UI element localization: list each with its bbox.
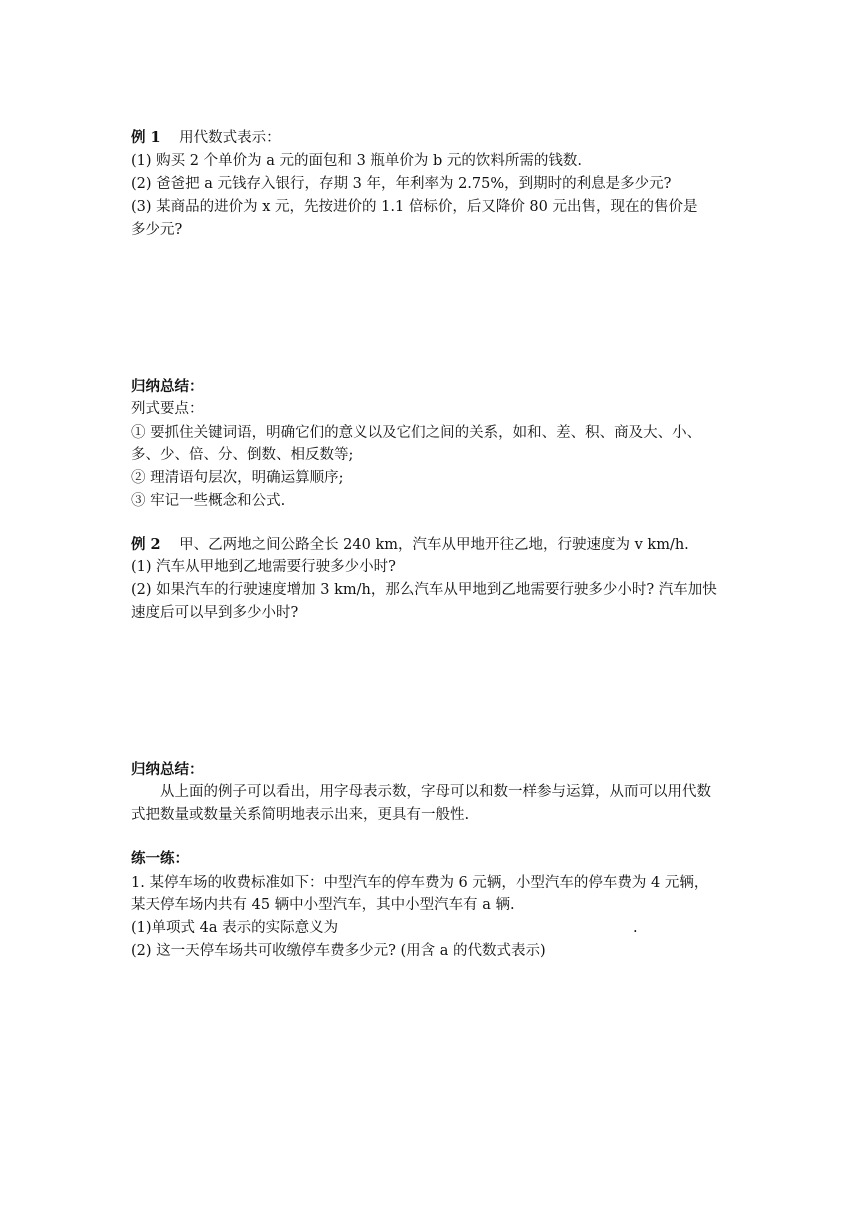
practice-question-2: (2) 这一天停车场共可收缴停车费多少元? (用含 a 的代数式表示) xyxy=(131,943,546,959)
summary-1-point-3: ③ 牢记一些概念和公式. xyxy=(131,493,286,509)
practice-problem-1-line-1: 1. 某停车场的收费标准如下：中型汽车的停车费为 6 元辆，小型汽车的停车费为 4 元辆， xyxy=(131,875,709,891)
summary-1-point-1-line-2: 多、少、倍、分、倒数、相反数等; xyxy=(131,447,354,463)
summary-2-heading: 归纳总结： xyxy=(131,761,204,778)
practice-problem-1-line-2: 某天停车场内共有 45 辆中小型汽车，其中小型汽车有 a 辆. xyxy=(131,897,515,913)
example-1-question-3-line-1: (3) 某商品的进价为 x 元，先按进价的 1.1 倍标价，后又降价 80 元出售，现在的售价是 xyxy=(131,199,698,215)
summary-1-heading: 归纳总结： xyxy=(131,378,204,395)
example-1-intro: 用代数式表示： xyxy=(179,130,281,146)
example-2-question-1: (1) 汽车从甲地到乙地需要行驶多少小时? xyxy=(131,559,396,575)
example-1-question-1: (1) 购买 2 个单价为 a 元的面包和 3 瓶单价为 b 元的饮料所需的钱数. xyxy=(131,153,583,169)
example-1-question-3-line-2: 多少元? xyxy=(131,222,183,238)
example-2-question-2-line-1: (2) 如果汽车的行驶速度增加 3 km/h，那么汽车从甲地到乙地需要行驶多少小时? 汽车加快 xyxy=(131,582,717,598)
practice-heading: 练一练： xyxy=(131,850,189,867)
example-1-question-2: (2) 爸爸把 a 元钱存入银行，存期 3 年，年利率为 2.75%，到期时的利息是多少元? xyxy=(131,176,672,192)
practice-question-1: (1)单项式 4a 表示的实际意义为 xyxy=(131,920,339,936)
summary-1-point-2: ② 理清语句层次，明确运算顺序; xyxy=(131,470,344,486)
practice-question-1-end: . xyxy=(633,920,638,936)
example-2-heading: 例 2 xyxy=(131,536,161,553)
summary-1-subheading: 列式要点： xyxy=(131,401,204,417)
example-2 xyxy=(131,535,689,555)
summary-1-point-1-line-1: ① 要抓住关键词语，明确它们的意义以及它们之间的关系，如和、差、积、商及大、小、 xyxy=(131,425,702,441)
example-1 xyxy=(131,128,281,148)
example-1-heading: 例 1 xyxy=(131,129,161,146)
summary-2-line-1: 从上面的例子可以看出，用字母表示数，字母可以和数一样参与运算，从而可以用代数 xyxy=(160,784,711,800)
summary-2-line-2: 式把数量或数量关系简明地表示出来，更具有一般性. xyxy=(131,807,470,823)
example-2-question-2-line-2: 速度后可以早到多少小时? xyxy=(131,605,299,621)
example-2-intro: 甲、乙两地之间公路全长 240 km，汽车从甲地开往乙地，行驶速度为 v km/h. xyxy=(179,537,689,553)
